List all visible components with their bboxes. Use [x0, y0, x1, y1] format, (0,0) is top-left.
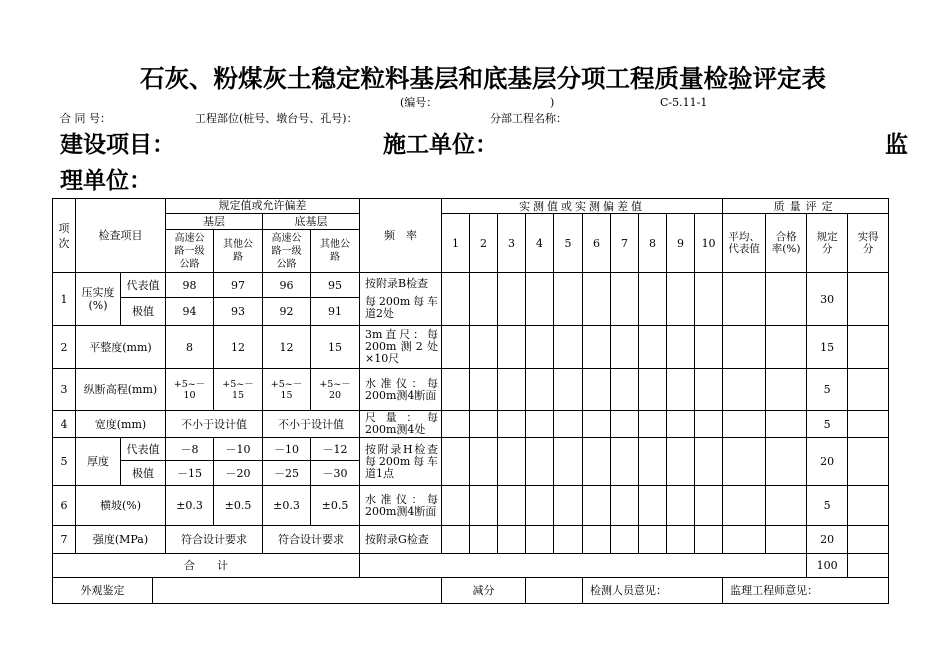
- row-7-specified-score: 20: [807, 526, 848, 554]
- row-4-pass-rate: [766, 411, 807, 438]
- row-3-measured-value: [611, 369, 639, 411]
- header-point-5: 5: [554, 214, 583, 273]
- supervisor-label-start: 监: [885, 131, 908, 158]
- row-3-measured-value: [498, 369, 526, 411]
- row-5-average: [723, 438, 766, 486]
- row-1-rep-base-highway: 98: [166, 273, 214, 298]
- header-average: 平均、代表值: [723, 214, 766, 273]
- row-3-measured-value: [639, 369, 667, 411]
- header-point-9: 9: [667, 214, 695, 273]
- header-actual-score: 实得分: [848, 214, 889, 273]
- header-subbase-highway: 高速公路一级公路: [263, 230, 311, 273]
- row-7-measured-value: [498, 526, 526, 554]
- row-6-measured-value: [695, 486, 723, 526]
- header-base-highway: 高速公路一级公路: [166, 230, 214, 273]
- row-5-frequency: 按附录H检查每200m每车道1点: [360, 438, 442, 486]
- row-1-check-item: 压实度(%): [76, 273, 121, 326]
- row-2-measured-value: [526, 326, 554, 369]
- row-3-pass-rate: [766, 369, 807, 411]
- row-5-ext-subbase-other: －30: [311, 461, 360, 486]
- row-3-frequency: 水准仪：每200m测4断面: [360, 369, 442, 411]
- row-3-actual-score: [848, 369, 889, 411]
- row-6-subbase-other: ±0.5: [311, 486, 360, 526]
- row-6-measured-value: [554, 486, 583, 526]
- row-7-measured-value: [583, 526, 611, 554]
- row-4-measured-value: [639, 411, 667, 438]
- row-1-average: [723, 273, 766, 326]
- row-2-measured-value: [583, 326, 611, 369]
- row-4-measured-value: [498, 411, 526, 438]
- row-7-measured-value: [526, 526, 554, 554]
- row-5-measured-value: [526, 438, 554, 486]
- row-7-measured-value: [695, 526, 723, 554]
- row-2-measured-value: [498, 326, 526, 369]
- row-4-actual-score: [848, 411, 889, 438]
- row-6-average: [723, 486, 766, 526]
- division-name-label: 分部工程名称：: [490, 112, 567, 125]
- row-2-actual-score: [848, 326, 889, 369]
- row-1-extreme-label: 极值: [121, 298, 166, 326]
- header-spec-tolerance: 规定值或允许偏差: [166, 199, 360, 214]
- row-2-measured-value: [695, 326, 723, 369]
- header-point-10: 10: [695, 214, 723, 273]
- row-7-pass-rate: [766, 526, 807, 554]
- row-1-measured-value: [695, 273, 723, 326]
- row-4-average: [723, 411, 766, 438]
- header-measured-values: 实测值或实测偏差值: [442, 199, 723, 214]
- row-3-subbase-highway: +5~－15: [263, 369, 311, 411]
- row-1-measured-value: [583, 273, 611, 326]
- row-5-ext-subbase-highway: －25: [263, 461, 311, 486]
- header-point-7: 7: [611, 214, 639, 273]
- header-point-1: 1: [442, 214, 470, 273]
- row-2-measured-value: [667, 326, 695, 369]
- supervisor-opinion: 监理工程师意见：: [723, 578, 889, 604]
- row-1-frequency: [360, 273, 442, 326]
- row-6-base-highway: ±0.3: [166, 486, 214, 526]
- row-5-measured-value: [498, 438, 526, 486]
- row-1-ext-base-other: 93: [214, 298, 263, 326]
- total-blank: [360, 554, 807, 578]
- row-7-base-requirement: 符合设计要求: [166, 526, 263, 554]
- row-3-specified-score: 5: [807, 369, 848, 411]
- row-2-base-other: 12: [214, 326, 263, 369]
- row-6-base-other: ±0.5: [214, 486, 263, 526]
- header-point-6: 6: [583, 214, 611, 273]
- row-1-rep-subbase-other: 95: [311, 273, 360, 298]
- row-1-item-no: 1: [53, 273, 76, 326]
- project-location-label: 工程部位(桩号、墩台号、孔号)：: [195, 112, 358, 125]
- row-3-base-highway: +5~－10: [166, 369, 214, 411]
- header-base-other-road: 其他公路: [214, 230, 263, 273]
- row-7-frequency: 按附录G检查: [360, 526, 442, 554]
- row-5-check-item: 厚度: [76, 438, 121, 486]
- row-2-subbase-highway: 12: [263, 326, 311, 369]
- header-item-no: 项次: [53, 199, 76, 273]
- row-3-measured-value: [695, 369, 723, 411]
- header-base-course: 基层: [166, 214, 263, 230]
- row-2-measured-value: [554, 326, 583, 369]
- row-4-measured-value: [695, 411, 723, 438]
- header-subbase-other-road: 其他公路: [311, 230, 360, 273]
- row-2-base-highway: 8: [166, 326, 214, 369]
- row-5-rep-subbase-highway: －10: [263, 438, 311, 461]
- row-1-measured-value: [498, 273, 526, 326]
- row-6-measured-value: [639, 486, 667, 526]
- row-4-measured-value: [611, 411, 639, 438]
- row-1-ext-subbase-other: 91: [311, 298, 360, 326]
- row-7-measured-value: [639, 526, 667, 554]
- row-3-measured-value: [583, 369, 611, 411]
- row-1-pass-rate: [766, 273, 807, 326]
- row-2-measured-value: [470, 326, 498, 369]
- row-1-frequency-method: 按附录B检查: [365, 277, 429, 290]
- row-2-average: [723, 326, 766, 369]
- row-7-measured-value: [667, 526, 695, 554]
- row-7-measured-value: [554, 526, 583, 554]
- row-5-measured-value: [611, 438, 639, 486]
- row-2-pass-rate: [766, 326, 807, 369]
- row-2-specified-score: 15: [807, 326, 848, 369]
- row-4-frequency: 尺量：每200m测4处: [360, 411, 442, 438]
- row-5-representative-label: 代表值: [121, 438, 166, 461]
- header-specified-score: 规定分: [807, 214, 848, 273]
- deduction-label: 减分: [442, 578, 526, 604]
- row-2-measured-value: [442, 326, 470, 369]
- row-5-item-no: 5: [53, 438, 76, 486]
- header-pass-rate: 合格率(%): [766, 214, 807, 273]
- row-5-measured-value: [695, 438, 723, 486]
- inspector-opinion: 检测人员意见：: [583, 578, 723, 604]
- total-specified-score: 100: [807, 554, 848, 578]
- row-6-measured-value: [526, 486, 554, 526]
- row-2-subbase-other: 15: [311, 326, 360, 369]
- row-3-measured-value: [526, 369, 554, 411]
- row-5-measured-value: [554, 438, 583, 486]
- header-subbase-course: 底基层: [263, 214, 360, 230]
- header-quality-rating: 质量评定: [723, 199, 889, 214]
- row-4-measured-value: [554, 411, 583, 438]
- row-5-ext-base-highway: －15: [166, 461, 214, 486]
- row-5-pass-rate: [766, 438, 807, 486]
- row-3-measured-value: [554, 369, 583, 411]
- row-1-rep-subbase-highway: 96: [263, 273, 311, 298]
- form-number-close: ): [550, 96, 555, 109]
- deduction-value: [526, 578, 583, 604]
- row-7-average: [723, 526, 766, 554]
- row-3-measured-value: [470, 369, 498, 411]
- header-point-8: 8: [639, 214, 667, 273]
- row-5-extreme-label: 极值: [121, 461, 166, 486]
- row-1-specified-score: 30: [807, 273, 848, 326]
- construction-project-label: 建设项目：: [60, 131, 175, 158]
- row-6-measured-value: [498, 486, 526, 526]
- row-5-rep-subbase-other: －12: [311, 438, 360, 461]
- quality-inspection-table: [52, 198, 889, 604]
- form-title: 石灰、粉煤灰土稳定粒料基层和底基层分项工程质量检验评定表: [140, 64, 826, 93]
- row-5-ext-base-other: －20: [214, 461, 263, 486]
- row-6-measured-value: [667, 486, 695, 526]
- row-1-ext-subbase-highway: 92: [263, 298, 311, 326]
- row-5-measured-value: [470, 438, 498, 486]
- row-5-measured-value: [667, 438, 695, 486]
- header-point-3: 3: [498, 214, 526, 273]
- form-code: C-5.11-1: [660, 96, 708, 109]
- row-1-measured-value: [611, 273, 639, 326]
- row-5-specified-score: 20: [807, 438, 848, 486]
- row-2-item-no: 2: [53, 326, 76, 369]
- row-7-actual-score: [848, 526, 889, 554]
- row-7-measured-value: [611, 526, 639, 554]
- row-6-frequency: 水准仪：每200m测4断面: [360, 486, 442, 526]
- row-6-measured-value: [442, 486, 470, 526]
- row-6-measured-value: [611, 486, 639, 526]
- row-4-measured-value: [667, 411, 695, 438]
- row-1-measured-value: [470, 273, 498, 326]
- row-5-measured-value: [639, 438, 667, 486]
- row-6-pass-rate: [766, 486, 807, 526]
- row-3-measured-value: [667, 369, 695, 411]
- row-4-measured-value: [583, 411, 611, 438]
- row-1-ext-base-highway: 94: [166, 298, 214, 326]
- row-1-measured-value: [442, 273, 470, 326]
- header-check-item: 检查项目: [76, 199, 166, 273]
- row-5-measured-value: [583, 438, 611, 486]
- header-point-2: 2: [470, 214, 498, 273]
- row-4-item-no: 4: [53, 411, 76, 438]
- row-1-measured-value: [667, 273, 695, 326]
- row-5-rep-base-other: －10: [214, 438, 263, 461]
- form-number-label: (编号：: [400, 96, 438, 109]
- row-1-measured-value: [639, 273, 667, 326]
- row-1-representative-label: 代表值: [121, 273, 166, 298]
- row-3-subbase-other: +5~－20: [311, 369, 360, 411]
- row-4-check-item: 宽度(mm): [76, 411, 166, 438]
- row-1-measured-value: [554, 273, 583, 326]
- appearance-inspection-value: [153, 578, 442, 604]
- row-6-subbase-highway: ±0.3: [263, 486, 311, 526]
- row-3-base-other: +5~－15: [214, 369, 263, 411]
- appearance-inspection-label: 外观鉴定: [53, 578, 153, 604]
- row-7-measured-value: [470, 526, 498, 554]
- row-1-measured-value: [526, 273, 554, 326]
- row-6-specified-score: 5: [807, 486, 848, 526]
- row-4-measured-value: [442, 411, 470, 438]
- row-5-measured-value: [442, 438, 470, 486]
- row-3-item-no: 3: [53, 369, 76, 411]
- row-3-measured-value: [442, 369, 470, 411]
- row-2-measured-value: [639, 326, 667, 369]
- row-4-measured-value: [470, 411, 498, 438]
- total-label: 合 计: [53, 554, 360, 578]
- row-2-frequency: 3m直尺：每200m测2处×10尺: [360, 326, 442, 369]
- row-4-base-requirement: 不小于设计值: [166, 411, 263, 438]
- row-5-actual-score: [848, 438, 889, 486]
- header-point-4: 4: [526, 214, 554, 273]
- header-frequency: 频 率: [360, 199, 442, 273]
- row-6-actual-score: [848, 486, 889, 526]
- row-1-rep-base-other: 97: [214, 273, 263, 298]
- row-6-check-item: 横坡(%): [76, 486, 166, 526]
- row-5-rep-base-highway: －8: [166, 438, 214, 461]
- row-7-measured-value: [442, 526, 470, 554]
- row-7-subbase-requirement: 符合设计要求: [263, 526, 360, 554]
- total-actual-score: [848, 554, 889, 578]
- row-3-average: [723, 369, 766, 411]
- row-4-measured-value: [526, 411, 554, 438]
- row-7-item-no: 7: [53, 526, 76, 554]
- contractor-label: 施工单位：: [383, 131, 498, 158]
- supervisor-label-end: 理单位：: [60, 167, 152, 194]
- row-3-check-item: 纵断高程(mm): [76, 369, 166, 411]
- row-6-measured-value: [583, 486, 611, 526]
- row-4-specified-score: 5: [807, 411, 848, 438]
- row-2-measured-value: [611, 326, 639, 369]
- row-6-item-no: 6: [53, 486, 76, 526]
- row-4-subbase-requirement: 不小于设计值: [263, 411, 360, 438]
- row-6-measured-value: [470, 486, 498, 526]
- contract-no-label: 合 同 号：: [60, 112, 111, 125]
- row-1-actual-score: [848, 273, 889, 326]
- row-1-frequency-rate: 每200m每车道2处: [365, 295, 438, 320]
- row-7-check-item: 强度(MPa): [76, 526, 166, 554]
- row-2-check-item: 平整度(mm): [76, 326, 166, 369]
